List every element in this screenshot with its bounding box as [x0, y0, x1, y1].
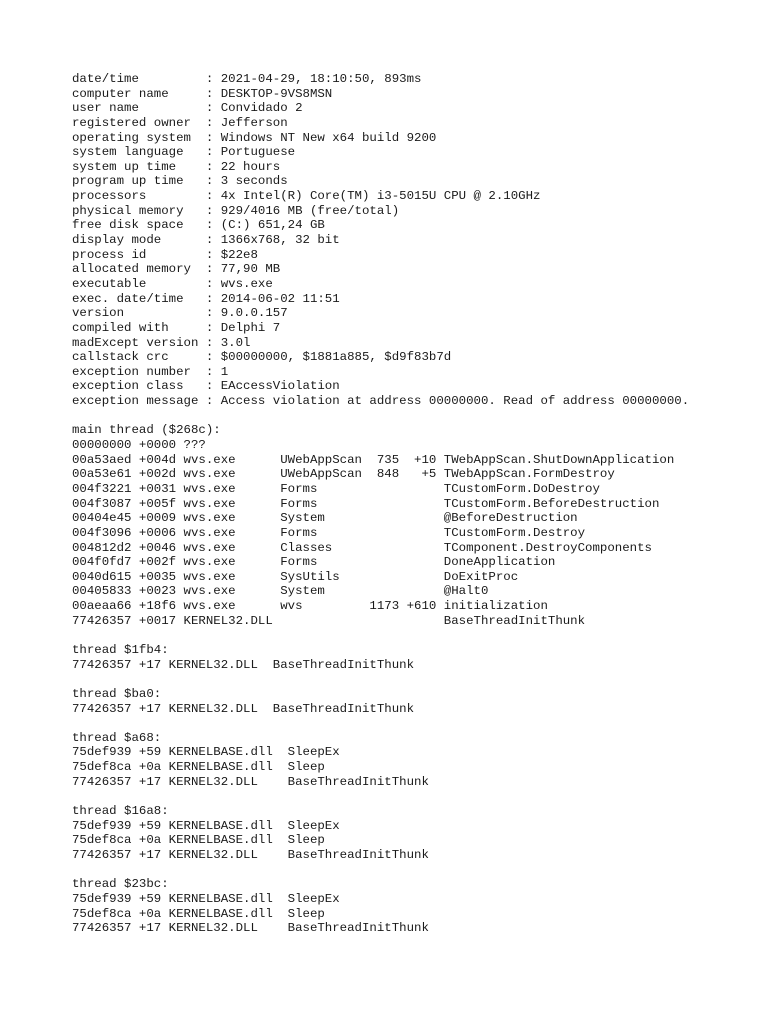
stack-frame: 75def8ca +0a KERNELBASE.dll Sleep [72, 906, 325, 921]
stack-frame: 004812d2 +0046 wvs.exe Classes TComponent.DestroyComponents [72, 540, 652, 555]
blank-line [72, 863, 762, 878]
thread-title: thread $a68: [72, 730, 162, 745]
thread-section-16a8 [72, 804, 762, 863]
info-line-display-mode: display mode : 1366x768, 32 bit [72, 233, 340, 248]
bug-report-document [72, 72, 762, 936]
stack-frame: 00404e45 +0009 wvs.exe System @BeforeDestruction [72, 511, 578, 526]
blank-line [72, 789, 762, 804]
thread-section-ba0 [72, 687, 762, 716]
info-line-version: version : 9.0.0.157 [72, 306, 288, 321]
stack-frame: 75def939 +59 KERNELBASE.dll SleepEx [72, 891, 340, 906]
thread-title: thread $ba0: [72, 686, 162, 701]
stack-frame: 00aeaa66 +18f6 wvs.exe wvs 1173 +610 initialization [72, 599, 548, 614]
blank-line [72, 672, 762, 687]
thread-section-23bc [72, 877, 762, 936]
info-line-program-up-time: program up time : 3 seconds [72, 174, 288, 189]
info-line-system-language: system language : Portuguese [72, 145, 296, 160]
stack-frame: 00a53e61 +002d wvs.exe UWebAppScan 848 +5 TWebAppScan.FormDestroy [72, 467, 615, 482]
info-line-exception-number: exception number : 1 [72, 364, 229, 379]
main-thread-section [72, 423, 762, 628]
info-line-free-disk-space: free disk space : (C:) 651,24 GB [72, 218, 325, 233]
stack-frame: 77426357 +17 KERNEL32.DLL BaseThreadInitThunk [72, 921, 429, 936]
stack-frame: 004f3096 +0006 wvs.exe Forms TCustomForm.Destroy [72, 525, 586, 540]
thread-section-1fb4 [72, 643, 762, 672]
stack-frame: 75def939 +59 KERNELBASE.dll SleepEx [72, 745, 340, 760]
blank-line [72, 409, 762, 424]
blank-line [72, 716, 762, 731]
info-line-callstack-crc: callstack crc : $00000000, $1881a885, $d9f83b7d [72, 350, 452, 365]
stack-frame: 75def8ca +0a KERNELBASE.dll Sleep [72, 760, 325, 775]
stack-frame: 004f3221 +0031 wvs.exe Forms TCustomForm.DoDestroy [72, 481, 600, 496]
info-line-computer-name: computer name : DESKTOP-9VS8MSN [72, 86, 333, 101]
thread-section-a68 [72, 731, 762, 790]
info-line-madexcept-version: madExcept version : 3.0l [72, 335, 251, 350]
system-info-section [72, 72, 762, 409]
info-line-exec-datetime: exec. date/time : 2014-06-02 11:51 [72, 291, 340, 306]
thread-title: thread $23bc: [72, 877, 169, 892]
info-line-registered-owner: registered owner : Jefferson [72, 115, 288, 130]
stack-frame: 77426357 +17 KERNEL32.DLL BaseThreadInitThunk [72, 701, 415, 716]
stack-frame: 77426357 +17 KERNEL32.DLL BaseThreadInitThunk [72, 847, 429, 862]
stack-frame: 77426357 +17 KERNEL32.DLL BaseThreadInitThunk [72, 774, 429, 789]
stack-frame: 77426357 +17 KERNEL32.DLL BaseThreadInitThunk [72, 657, 415, 672]
info-line-physical-memory: physical memory : 929/4016 MB (free/total) [72, 203, 400, 218]
thread-title: thread $1fb4: [72, 642, 169, 657]
stack-frame: 77426357 +0017 KERNEL32.DLL BaseThreadInitThunk [72, 613, 586, 628]
info-line-compiled-with: compiled with : Delphi 7 [72, 320, 281, 335]
info-line-executable: executable : wvs.exe [72, 276, 273, 291]
stack-frame: 004f0fd7 +002f wvs.exe Forms DoneApplication [72, 555, 556, 570]
info-line-datetime: date/time : 2021-04-29, 18:10:50, 893ms [72, 72, 422, 86]
stack-frame: 00000000 +0000 ??? [72, 438, 206, 453]
info-line-exception-class: exception class : EAccessViolation [72, 379, 340, 394]
info-line-process-id: process id : $22e8 [72, 247, 258, 262]
stack-frame: 00a53aed +004d wvs.exe UWebAppScan 735 +10 TWebAppScan.ShutDownApplication [72, 452, 675, 467]
stack-frame: 75def8ca +0a KERNELBASE.dll Sleep [72, 833, 325, 848]
info-line-user-name: user name : Convidado 2 [72, 101, 303, 116]
stack-frame: 00405833 +0023 wvs.exe System @Halt0 [72, 584, 489, 599]
info-line-operating-system: operating system : Windows NT New x64 build 9200 [72, 130, 437, 145]
info-line-allocated-memory: allocated memory : 77,90 MB [72, 262, 281, 277]
info-line-system-up-time: system up time : 22 hours [72, 159, 281, 174]
info-line-exception-message: exception message : Access violation at address 00000000. Read of address 00000000. [72, 394, 690, 409]
stack-frame: 0040d615 +0035 wvs.exe SysUtils DoExitProc [72, 569, 519, 584]
thread-title: thread $16a8: [72, 804, 169, 819]
info-line-processors: processors : 4x Intel(R) Core(TM) i3-5015U CPU @ 2.10GHz [72, 189, 541, 204]
thread-title: main thread ($268c): [72, 423, 221, 438]
blank-line [72, 628, 762, 643]
stack-frame: 004f3087 +005f wvs.exe Forms TCustomForm.BeforeDestruction [72, 496, 660, 511]
stack-frame: 75def939 +59 KERNELBASE.dll SleepEx [72, 818, 340, 833]
